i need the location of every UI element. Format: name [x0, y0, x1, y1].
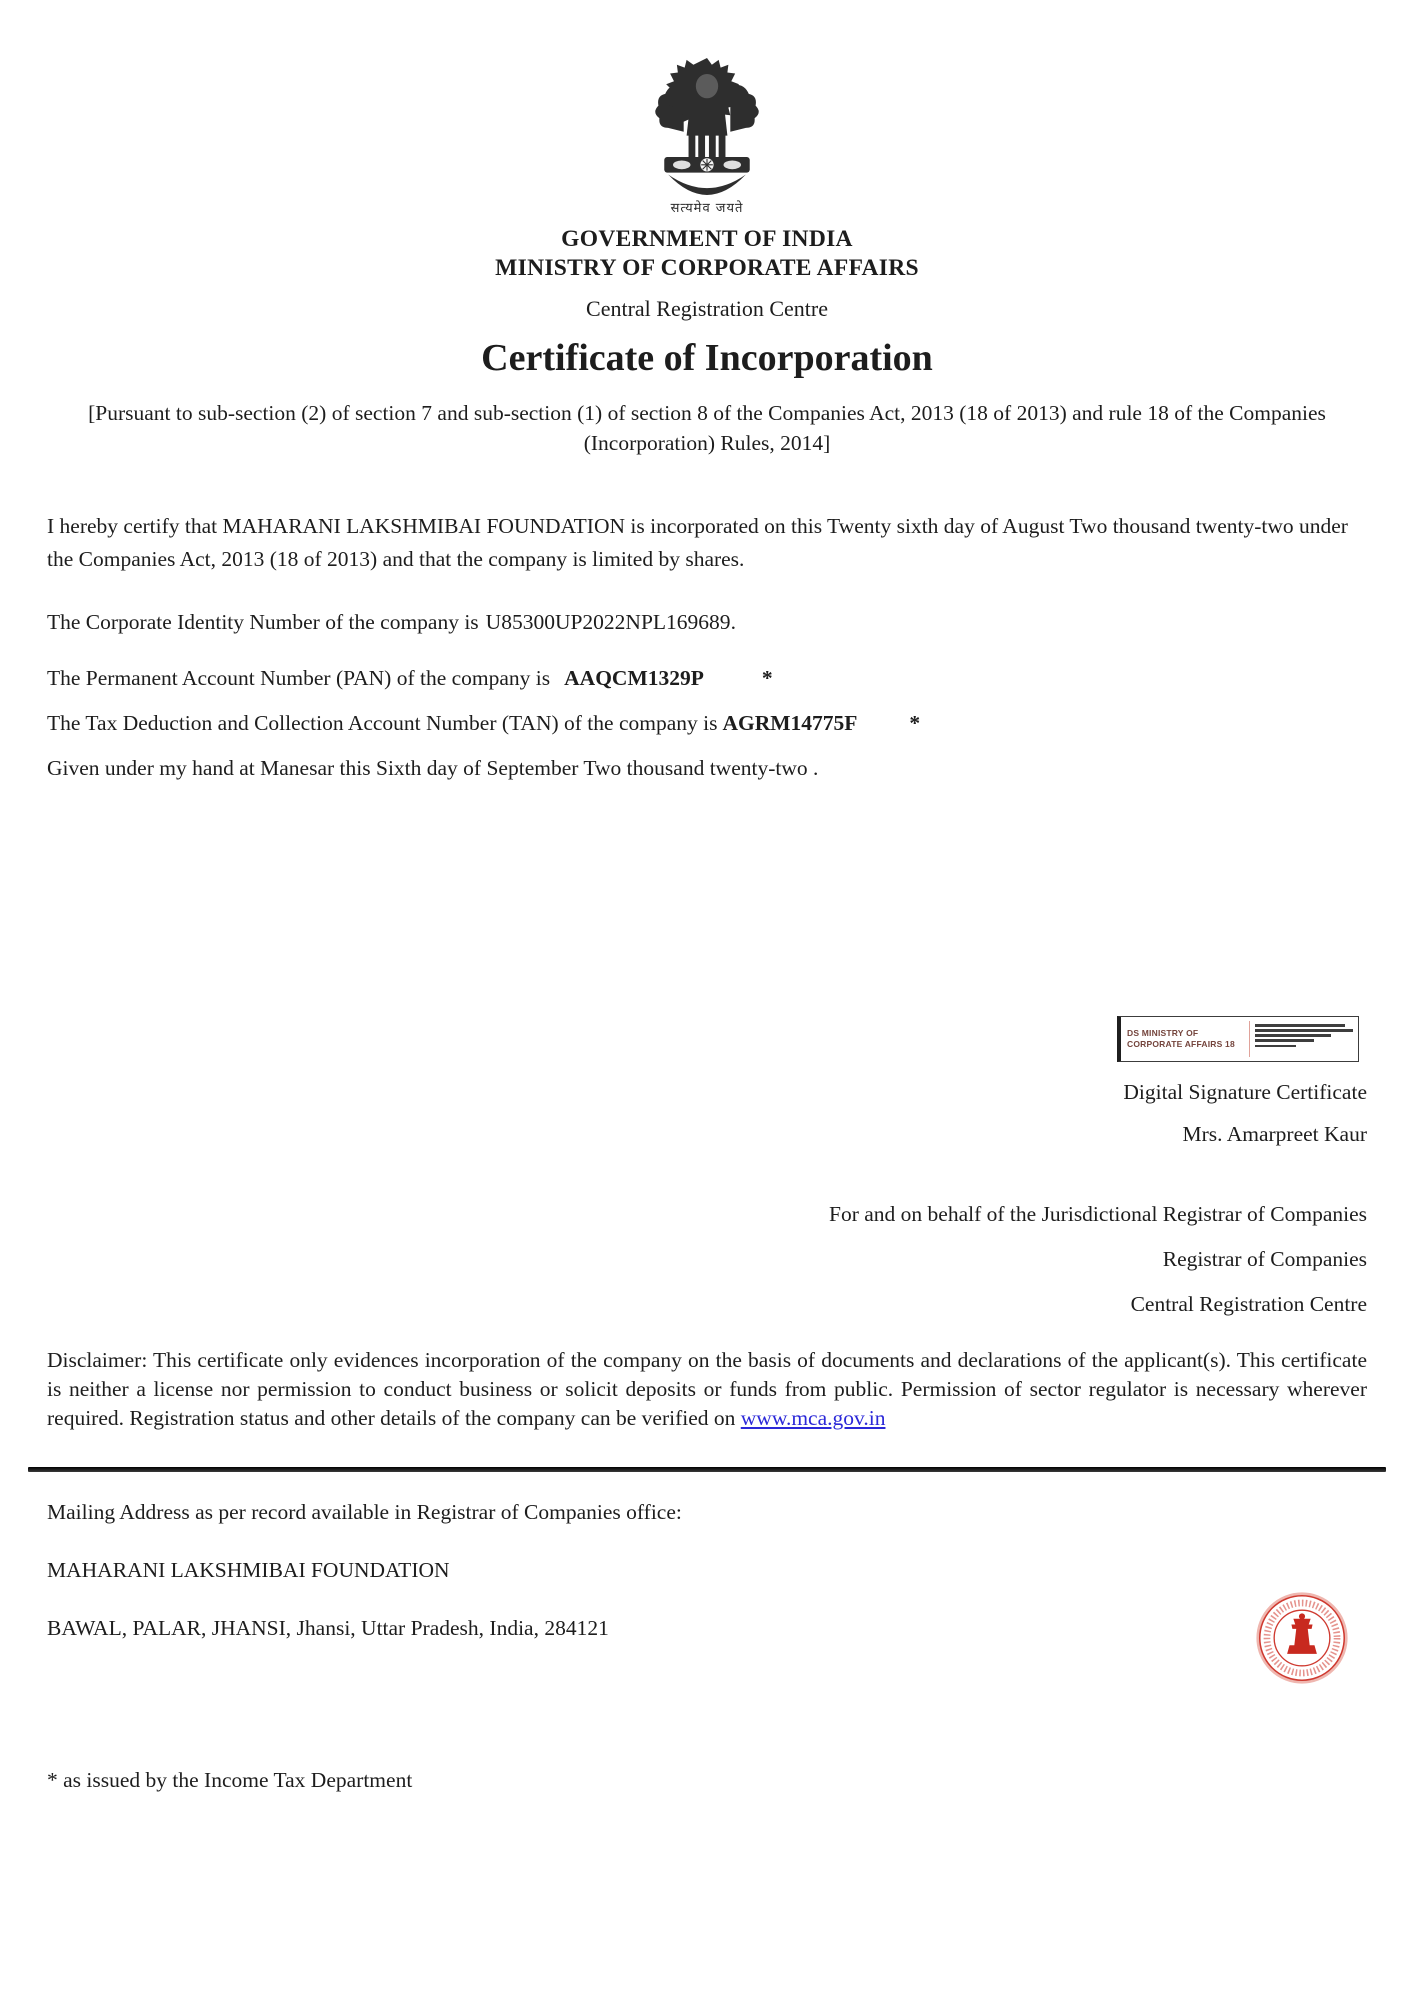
crc-line: Central Registration Centre	[1130, 1292, 1367, 1317]
disclaimer-paragraph	[0, 1346, 1414, 1433]
dsc-stamp-line2: CORPORATE AFFAIRS 18	[1127, 1039, 1235, 1050]
dsc-stamp-text	[1127, 1021, 1249, 1057]
pan-prefix: The Permanent Account Number (PAN) of the company is	[47, 666, 551, 691]
signature-section	[0, 1016, 1414, 1320]
mailing-address-line: BAWAL, PALAR, JHANSI, Jhansi, Uttar Pradesh, India, 284121	[47, 1615, 609, 1640]
central-registration-centre-line: Central Registration Centre	[586, 296, 828, 322]
income-tax-footnote: * as issued by the Income Tax Department	[47, 1767, 413, 1792]
registrar-line: Registrar of Companies	[1162, 1247, 1367, 1272]
incorporation-statement: I hereby certify that MAHARANI LAKSHMIBAI FOUNDATION is incorporated on this Twenty sixth day of August Two thousand twenty-two under the Companies Act, 2013 (18 of 2013) and that the company is limited by shares.	[47, 514, 1348, 572]
document-header	[0, 0, 1414, 458]
india-state-emblem-icon	[0, 54, 1414, 216]
mailing-address-heading: Mailing Address as per record available in Registrar of Companies office:	[47, 1499, 682, 1524]
dsc-fine-print	[1249, 1021, 1353, 1057]
tan-prefix: The Tax Deduction and Collection Account Number (TAN) of the company is	[47, 711, 718, 736]
cin-suffix: .	[730, 610, 736, 635]
separator-line	[28, 1467, 1386, 1472]
certificate-body	[0, 510, 1414, 784]
ministry-heading: MINISTRY OF CORPORATE AFFAIRS	[495, 254, 919, 281]
cin-prefix: The Corporate Identity Number of the company is	[47, 610, 479, 635]
on-behalf-block	[0, 1198, 1367, 1320]
mailing-company-name: MAHARANI LAKSHMIBAI FOUNDATION	[47, 1557, 450, 1582]
pan-line	[47, 662, 1367, 694]
mca-website-link[interactable]: www.mca.gov.in	[740, 1406, 886, 1431]
certificate-title: Certificate of Incorporation	[481, 337, 933, 380]
dsc-label: Digital Signature Certificate	[1123, 1080, 1367, 1105]
given-under-hand-line: Given under my hand at Manesar this Sixth day of September Two thousand twenty-two .	[47, 756, 819, 781]
registrar-red-seal	[1254, 1590, 1350, 1686]
tan-line	[47, 707, 1367, 739]
signatory-name: Mrs. Amarpreet Kaur	[1182, 1122, 1367, 1147]
cin-line	[47, 606, 1367, 638]
pursuant-clause: [Pursuant to sub-section (2) of section 7 and sub-section (1) of section 8 of the Companies Act, 2013 (18 of 2013) and rule 18 of the Companies (Incorporation) Rules, 2014]	[88, 401, 1326, 456]
tan-footnote-marker: *	[909, 711, 921, 736]
dsc-stamp-line1: DS MINISTRY OF	[1127, 1028, 1199, 1039]
satyameva-jayate-motto: सत्यमेव जयते	[670, 201, 744, 216]
tan-value: AGRM14775F	[722, 711, 858, 736]
on-behalf-line: For and on behalf of the Jurisdictional Registrar of Companies	[829, 1202, 1367, 1227]
disclaimer-text: Disclaimer: This certificate only evidences incorporation of the company on the basis of documents and declarations of the applicant(s). This certificate is neither a license nor permission to conduct business or solicit deposits or funds from public. Permission of sector regulator is necessary wherever required. Registration status and other details of the company can be verified on	[47, 1348, 1367, 1431]
government-of-india-heading: GOVERNMENT OF INDIA	[561, 226, 853, 252]
pan-footnote-marker: *	[761, 666, 773, 691]
pan-value: AAQCM1329P	[564, 666, 704, 691]
cin-value: U85300UP2022NPL169689	[485, 610, 731, 635]
digital-signature-stamp	[1117, 1016, 1359, 1062]
